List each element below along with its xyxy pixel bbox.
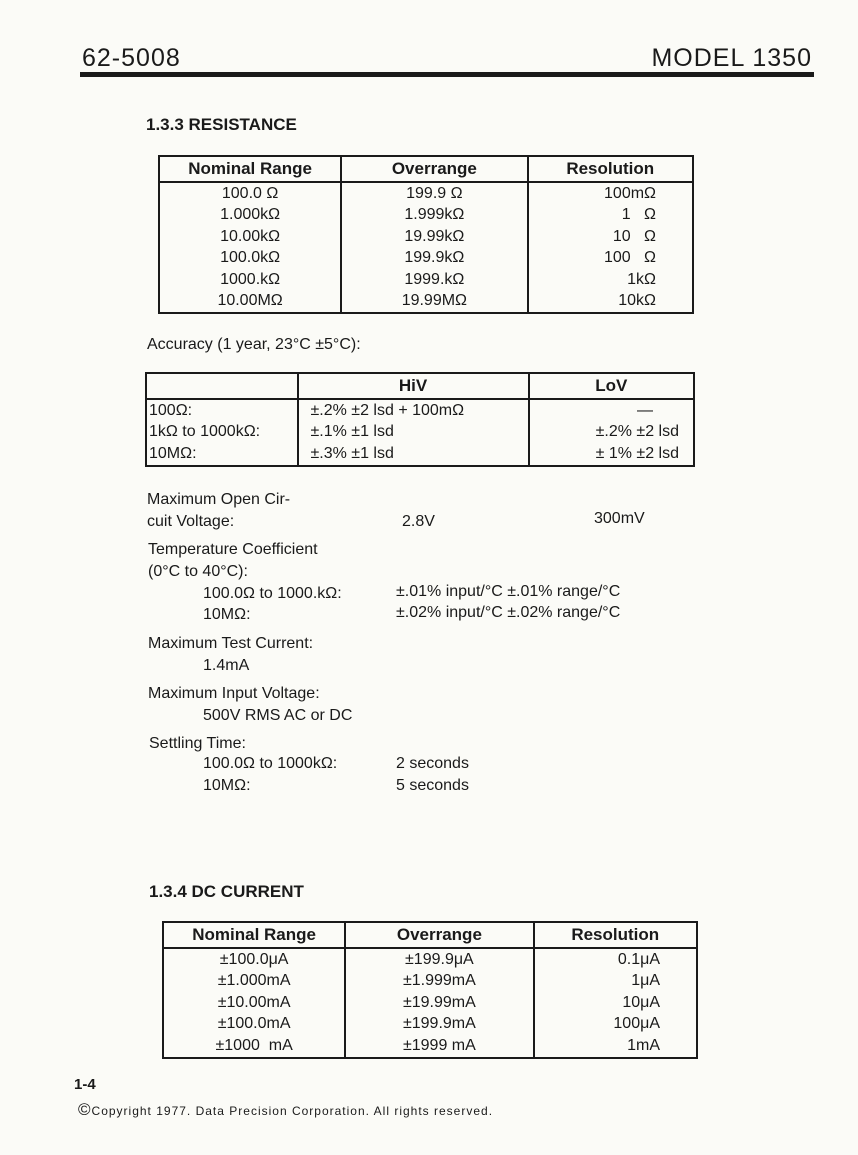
- column-header: LoV: [529, 373, 694, 399]
- temp-coefficient-label-line2: (0°C to 40°C):: [148, 563, 248, 580]
- resolution-cell: 1 Ω: [528, 205, 694, 227]
- max-open-voltage-hiv: 2.8V: [402, 513, 435, 530]
- temp-coefficient-range2-value: ±.02% input/°C ±.02% range/°C: [396, 604, 621, 621]
- nominal-range-cell: 100.0 Ω: [159, 182, 341, 205]
- copyright-text: Copyright 1977. Data Precision Corporation. All rights reserved.: [91, 1104, 494, 1118]
- resolution-cell: 1μA: [534, 971, 697, 993]
- copyright-notice: [78, 1100, 493, 1120]
- settling-time-range1-label: 100.0Ω to 1000kΩ:: [203, 755, 338, 772]
- table-row: [163, 948, 697, 971]
- max-open-voltage-label-line1: Maximum Open Cir-: [147, 491, 291, 508]
- accuracy-table: [145, 372, 695, 467]
- resolution-cell: 1kΩ: [528, 269, 694, 291]
- nominal-range-cell: ±100.0μA: [163, 948, 345, 971]
- nominal-range-cell: ±1.000mA: [163, 971, 345, 993]
- column-header: Resolution: [528, 156, 694, 182]
- page-number: 1-4: [74, 1076, 96, 1093]
- dc-current-section-title: 1.3.4 DC CURRENT: [149, 882, 304, 901]
- table-row: [159, 269, 693, 291]
- max-input-voltage-value: 500V RMS AC or DC: [203, 707, 353, 724]
- lov-accuracy-cell: ±.2% ±2 lsd: [529, 422, 694, 444]
- overrange-cell: 1.999kΩ: [341, 205, 527, 227]
- max-open-voltage-lov: 300mV: [594, 510, 645, 527]
- temp-coefficient-range1-label: 100.0Ω to 1000.kΩ:: [203, 585, 342, 602]
- table-header-row: [146, 373, 694, 399]
- table-header-row: [163, 922, 697, 948]
- overrange-cell: 1999.kΩ: [341, 269, 527, 291]
- model-title: MODEL 1350: [651, 44, 812, 72]
- document-number: 62-5008: [82, 44, 181, 72]
- nominal-range-cell: 100.0kΩ: [159, 248, 341, 270]
- settling-time-range1-value: 2 seconds: [396, 755, 469, 772]
- dc-current-range-table: [162, 921, 698, 1059]
- table-row: [159, 205, 693, 227]
- nominal-range-cell: ±1000 mA: [163, 1035, 345, 1058]
- overrange-cell: 19.99MΩ: [341, 291, 527, 314]
- lov-accuracy-cell: —: [529, 399, 694, 422]
- resolution-cell: 100mΩ: [528, 182, 694, 205]
- column-header: Resolution: [534, 922, 697, 948]
- max-test-current-label: Maximum Test Current:: [148, 635, 314, 652]
- settling-time-range2-value: 5 seconds: [396, 777, 469, 794]
- overrange-cell: 199.9kΩ: [341, 248, 527, 270]
- range-label-cell: 10MΩ:: [146, 443, 298, 466]
- column-header: Overrange: [345, 922, 533, 948]
- resolution-cell: 10μA: [534, 992, 697, 1014]
- table-row: [163, 992, 697, 1014]
- temp-coefficient-label-line1: Temperature Coefficient: [148, 541, 318, 558]
- temp-coefficient-range2-label: 10MΩ:: [203, 606, 251, 623]
- overrange-cell: ±199.9mA: [345, 1014, 533, 1036]
- settling-time-range2-label: 10MΩ:: [203, 777, 251, 794]
- nominal-range-cell: 1.000kΩ: [159, 205, 341, 227]
- settling-time-label: Settling Time:: [149, 735, 246, 752]
- column-header: Nominal Range: [159, 156, 341, 182]
- table-row: [163, 1014, 697, 1036]
- overrange-cell: ±1999 mA: [345, 1035, 533, 1058]
- accuracy-label: Accuracy (1 year, 23°C ±5°C):: [147, 336, 361, 353]
- lov-accuracy-cell: ± 1% ±2 lsd: [529, 443, 694, 466]
- nominal-range-cell: 10.00kΩ: [159, 226, 341, 248]
- column-header: Overrange: [341, 156, 527, 182]
- temp-coefficient-range1-value: ±.01% input/°C ±.01% range/°C: [396, 583, 621, 600]
- column-header: [146, 373, 298, 399]
- table-row: [146, 443, 694, 466]
- hiv-accuracy-cell: ±.3% ±1 lsd: [298, 443, 529, 466]
- max-input-voltage-label: Maximum Input Voltage:: [148, 685, 320, 702]
- overrange-cell: ±199.9μA: [345, 948, 533, 971]
- resolution-cell: 100μA: [534, 1014, 697, 1036]
- column-header: Nominal Range: [163, 922, 345, 948]
- max-test-current-value: 1.4mA: [203, 657, 250, 674]
- table-header-row: [159, 156, 693, 182]
- column-header: HiV: [298, 373, 529, 399]
- table-row: [163, 971, 697, 993]
- copyright-symbol: ©: [78, 1100, 92, 1119]
- overrange-cell: ±19.99mA: [345, 992, 533, 1014]
- resolution-cell: 1mA: [534, 1035, 697, 1058]
- nominal-range-cell: 1000.kΩ: [159, 269, 341, 291]
- resolution-cell: 0.1μA: [534, 948, 697, 971]
- hiv-accuracy-cell: ±.1% ±1 lsd: [298, 422, 529, 444]
- table-row: [159, 226, 693, 248]
- table-row: [159, 248, 693, 270]
- max-open-voltage-label-line2: cuit Voltage:: [147, 513, 235, 530]
- resolution-cell: 10kΩ: [528, 291, 694, 314]
- overrange-cell: 19.99kΩ: [341, 226, 527, 248]
- table-row: [146, 399, 694, 422]
- table-row: [146, 422, 694, 444]
- resolution-cell: 10 Ω: [528, 226, 694, 248]
- range-label-cell: 100Ω:: [146, 399, 298, 422]
- nominal-range-cell: 10.00MΩ: [159, 291, 341, 314]
- nominal-range-cell: ±100.0mA: [163, 1014, 345, 1036]
- overrange-cell: 199.9 Ω: [341, 182, 527, 205]
- resistance-range-table: [158, 155, 694, 314]
- range-label-cell: 1kΩ to 1000kΩ:: [146, 422, 298, 444]
- table-row: [163, 1035, 697, 1058]
- table-row: [159, 291, 693, 314]
- header-rule: [80, 72, 814, 77]
- resolution-cell: 100 Ω: [528, 248, 694, 270]
- resistance-section-title: 1.3.3 RESISTANCE: [146, 115, 297, 134]
- overrange-cell: ±1.999mA: [345, 971, 533, 993]
- table-row: [159, 182, 693, 205]
- hiv-accuracy-cell: ±.2% ±2 lsd + 100mΩ: [298, 399, 529, 422]
- nominal-range-cell: ±10.00mA: [163, 992, 345, 1014]
